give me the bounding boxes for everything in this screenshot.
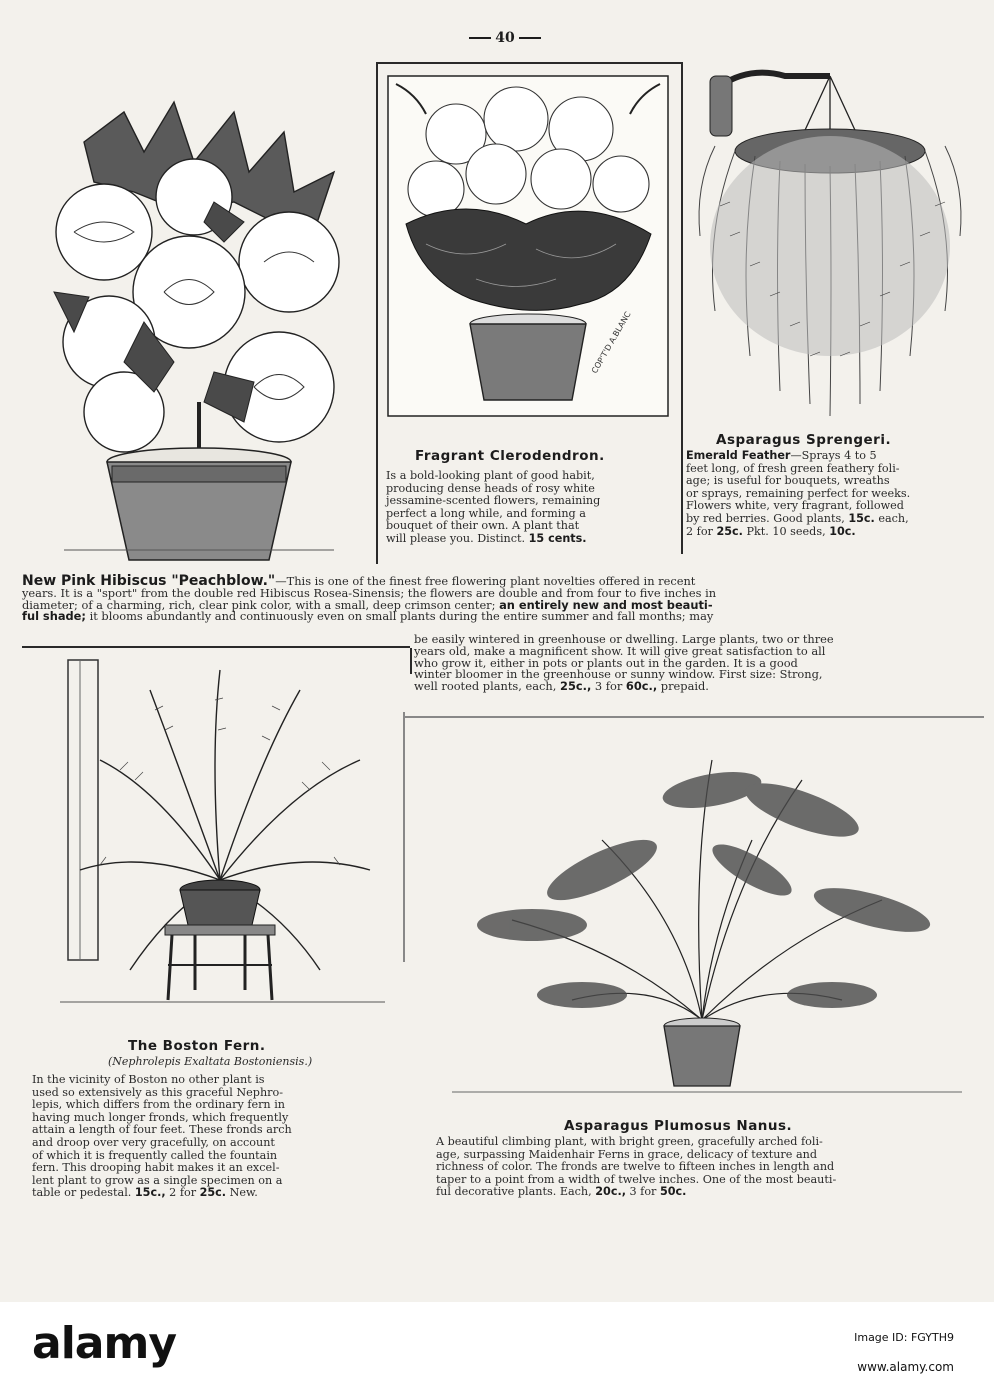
hibiscus-tail: prepaid. [657, 679, 709, 694]
clerodendron-line: jessamine-scented flowers, remaining [386, 494, 601, 508]
clerodendron-line: perfect a long while, and forming a [386, 506, 586, 520]
sprengeri-line-text: —Sprays 4 to 5 [790, 449, 877, 462]
clerodendron-illustration [386, 74, 670, 418]
boston-price-15: 15c., [134, 1186, 166, 1200]
plumosus-illustration [452, 720, 962, 1100]
hibiscus-cont-line: be easily wintered in greenhouse or dwelling. Large plants, two or three [414, 632, 834, 646]
boston-line-text: table or pedestal. [32, 1186, 135, 1200]
sprengeri-illustration [690, 56, 968, 424]
hibiscus-line [22, 611, 984, 623]
hibiscus-title: New Pink Hibiscus "Peachblow." [22, 573, 276, 589]
boston-fern-description [32, 1074, 388, 1200]
plumosus-line: taper to a point from a width of twelve inches. One of the most beauti- [436, 1172, 837, 1186]
page-number: 40 [460, 30, 550, 46]
clerodendron-description [386, 470, 674, 546]
clerodendron-line: producing dense heads of rosy white [386, 481, 595, 495]
sprengeri-each: each, [874, 511, 909, 525]
sprengeri-line-text: by red berries. Good plants, [686, 511, 849, 525]
boston-fern-latin: (Nephrolepis Exaltata Bostoniensis.) [108, 1055, 313, 1068]
lower-rule-top [404, 716, 984, 718]
plumosus-price-20: 20c., [595, 1185, 626, 1199]
boston-two-for: 2 for [165, 1186, 200, 1200]
boston-fern-title: The Boston Fern. [128, 1038, 266, 1054]
frame-rule-top [376, 62, 682, 64]
hibiscus-rule [22, 646, 410, 648]
boston-fern-illustration [60, 650, 385, 1010]
sprengeri-price-10: 10c. [829, 524, 856, 538]
plumosus-three-for: 3 for [625, 1185, 660, 1199]
hibiscus-highlight-end: ful shade; [22, 609, 86, 624]
hibiscus-description [22, 573, 984, 624]
plumosus-line-text: ful decorative plants. Each, [436, 1185, 596, 1199]
plumosus-description [436, 1136, 984, 1199]
hibiscus-line-text: it blooms abundantly and continuously even on small plants during the entire summer and fall months; may [85, 609, 714, 624]
hibiscus-cont-line [414, 681, 986, 693]
hibiscus-price-60: 60c., [625, 679, 658, 694]
svg-text:COP'T'D A.BLANC: COP'T'D A.BLANC [589, 310, 633, 375]
clerodendron-price: 15 cents. [528, 531, 587, 545]
hibiscus-line-text: diameter; of a charming, rich, clear pink color, with a small, deep crimson center; [22, 597, 496, 612]
boston-line: attain a length of four feet. These fronds arch [32, 1123, 292, 1137]
plumosus-line: A beautiful climbing plant, with bright green, gracefully arched foli- [436, 1135, 823, 1148]
hibiscus-cont-line: winter bloomer in the greenhouse or sunny window. First size: Strong, [414, 667, 823, 682]
boston-new: New. [226, 1186, 258, 1200]
stock-url[interactable]: www.alamy.com [857, 1360, 954, 1374]
stock-image-id: Image ID: FGYTH9 [854, 1331, 954, 1344]
sprengeri-two-for: 2 for [686, 524, 717, 538]
clerodendron-line-text: will please you. Distinct. [386, 531, 529, 545]
sprengeri-line [686, 450, 962, 463]
plumosus-line: age, surpassing Maidenhair Ferns in grace, delicacy of texture and [436, 1147, 817, 1161]
hibiscus-3for: 3 for [591, 679, 626, 694]
hibiscus-price-25: 25c., [560, 679, 592, 694]
boston-line: of which it is frequently called the fountain [32, 1148, 278, 1162]
lower-rule-left [403, 712, 405, 962]
sprengeri-price-25: 25c. [716, 524, 743, 538]
boston-line: In the vicinity of Boston no other plant is [32, 1073, 265, 1086]
clerodendron-title: Fragrant Clerodendron. [415, 448, 605, 464]
plumosus-title: Asparagus Plumosus Nanus. [564, 1118, 793, 1134]
hibiscus-cont-text: well rooted plants, each, [414, 679, 561, 694]
hibiscus-highlight: an entirely new and most beauti- [499, 597, 713, 612]
stock-logo: alamy [32, 1318, 176, 1369]
sprengeri-subtitle: Emerald Feather [686, 449, 791, 462]
boston-line: used so extensively as this graceful Nephro- [32, 1085, 284, 1099]
sprengeri-line [686, 526, 962, 539]
hibiscus-line: years. It is a "sport" from the double red Hibiscus Rosea-Sinensis; the flowers are double and from four to five inches in [22, 585, 717, 600]
sprengeri-price-15: 15c. [848, 511, 875, 525]
hibiscus-illustration [34, 82, 364, 572]
boston-line: lepis, which differs from the ordinary fern in [32, 1098, 285, 1112]
boston-line: lent plant to grow as a single specimen on a [32, 1173, 283, 1187]
sprengeri-line: Flowers white, very fragrant, followed [686, 499, 904, 513]
boston-price-25: 25c. [199, 1186, 227, 1200]
sprengeri-description [686, 450, 962, 538]
sprengeri-line: age; is useful for bouquets, wreaths [686, 474, 890, 488]
plumosus-line [436, 1186, 984, 1199]
sprengeri-line: or sprays, remaining perfect for weeks. [686, 486, 911, 500]
boston-line: fern. This drooping habit makes it an excel- [32, 1161, 280, 1175]
sprengeri-line: feet long, of fresh green feathery foli- [686, 461, 900, 475]
clerodendron-line [386, 533, 674, 546]
sprengeri-title: Asparagus Sprengeri. [716, 432, 892, 448]
hibiscus-line-text: —This is one of the finest free flowering plant novelties offered in recent [275, 574, 696, 588]
clerodendron-line: bouquet of their own. A plant that [386, 519, 580, 533]
boston-line: and droop over very gracefully, on account [32, 1135, 275, 1149]
lower-rule-short [410, 648, 412, 674]
boston-line: having much longer fronds, which frequently [32, 1110, 289, 1124]
hibiscus-cont-line: who grow it, either in pots or plants out in the garden. It is a good [414, 655, 798, 670]
sprengeri-pkt: Pkt. 10 seeds, [742, 524, 830, 538]
hibiscus-continued [414, 634, 986, 693]
plumosus-price-50: 50c. [659, 1185, 687, 1199]
clerodendron-line: Is a bold-looking plant of good habit, [386, 469, 595, 482]
plumosus-line: richness of color. The fronds are twelve to fifteen inches in length and [436, 1160, 835, 1174]
hibiscus-cont-line: years old, make a magnificent show. It will give great satisfaction to all [414, 643, 826, 658]
boston-line [32, 1187, 388, 1200]
column-rule-1 [376, 62, 378, 564]
column-rule-2 [681, 62, 683, 554]
